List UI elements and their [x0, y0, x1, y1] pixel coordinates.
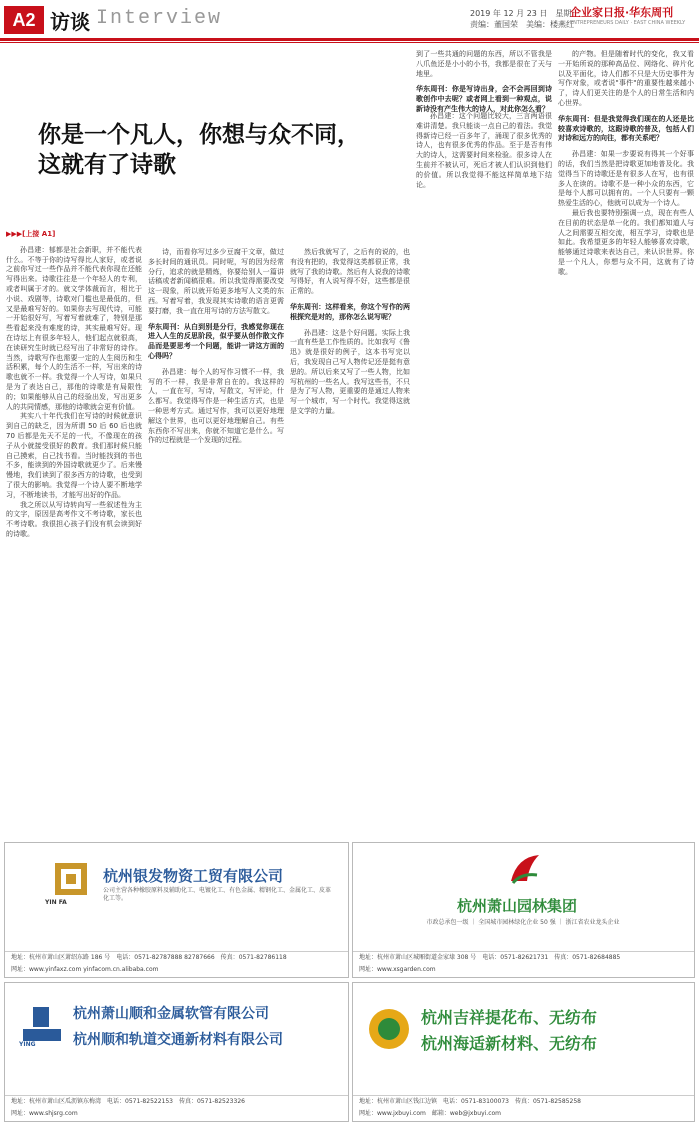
company-desc: 公司主营各种橡胶原料及辅助化工、电镀化工、有色金属、精钢化工、金属化工、皮革化工等。: [103, 887, 332, 902]
paragraph: 孙昌建：每个人的写作习惯不一样，我写的不一样，我是非常自在的。我这样的人，一直在写，写诗，写散文，写评论，什么都写。我觉得写作是一种生活方式，也是一种思考方式。通过写作，我可以更好地理解这个世界，也可以更好地理解自己。有些东西你不写出来，你就不知道它是什么。写作的过程就是一个发现的过程。: [148, 367, 284, 445]
company-website: 网址：www.xsgarden.com: [359, 966, 436, 973]
article-column-5: [558, 50, 694, 836]
title-line-2: 这就有了诗歌: [38, 151, 176, 178]
page-number-badge: A2: [4, 6, 44, 34]
ad-xiaoshan-garden: [352, 842, 695, 978]
company-name: 杭州银发物资工贸有限公司: [103, 867, 284, 885]
yinfa-logo-text: YIN FA: [45, 899, 67, 906]
paragraph: 孙昌建：如果一步要说有得其一个好事的话，我们当然是把诗歌更加地普及化。我觉得当下的诗歌还是有很多人在写，也有很多人在读的。诗歌不是一种小众的东西，它是每个人都可以拥有的。一个人只要有一颗热爱生活的心，他就可以成为一个诗人。: [558, 150, 694, 208]
article-column-1: [6, 230, 142, 836]
header-rule: [0, 38, 699, 41]
paragraph: 我之所以从写诗转向写一些叙述性为主的文字，原因是高考作文不考诗歌，家长也不考诗歌。我很担心孩子们没有机会读到好的诗歌。: [6, 500, 142, 538]
paragraph: 诗，而看你写过多少豆腐干文章，做过多长时间的通讯员。同时呢，写的因为经常分行，追求的就是精炼，你要给别人一篇讲话稿或者新闻稿很难。所以我觉得需要改变这一现象，所以就开始更多地写人文类的东西。写着写着，我发现其实诗歌的语言更需要打磨，我一直在用写诗的方法写散文。: [148, 248, 284, 315]
paragraph: 最后我也要特别强调一点，现在有些人在目前的状态是单一化的。我们都知道人与人之间需要互相交流，相互学习，诗歌也是如此。我希望更多的年轻人能够喜欢诗歌，能够通过诗歌来表达自己，来认识世界。你是一个凡人，你想与众不同，这就有了诗歌。: [558, 208, 694, 276]
section-title: 访谈: [50, 10, 90, 34]
question: 华东周刊：这样看来，你这个写作的两根探究是对的，那你怎么说写呢？: [290, 302, 410, 321]
company-address: 地址：杭州市萧山区瓜沥镇东梅湾 电话：0571-82522153 传真：0571-82523326: [5, 1095, 348, 1107]
editors: 责编：董国荣 美编：楼燕红: [470, 20, 574, 29]
question: 华东周刊：从白到别是分行，我感觉你现在进入人生的反思阶段，似乎要从创作散文作品而是要思考一个问题，能讲一讲这方面的心得吗？: [148, 322, 284, 360]
newspaper-brand: 企业家日报·华东周刊: [570, 6, 674, 19]
article-column-4-top: [416, 50, 552, 113]
issue-date: 2019 年 12 月 23 日 星期一: [470, 9, 580, 18]
company-address: 地址：杭州市萧山区萧绍东路 186 号 电话：0571-82787888 82787666 传真：0571-82786118: [5, 951, 348, 963]
company-website: 网址：www.jxbuyi.com 邮箱：web@jxbuyi.com: [359, 1110, 502, 1117]
company-desc: 市政总承包一级 ｜ 全国城市园林绿化企业 50 强 ｜ 浙江省农业龙头企业: [426, 919, 620, 926]
continued-tag: ▶▶▶[上接 A1]: [6, 230, 56, 238]
page-header: [0, 0, 699, 40]
paragraph: 孙昌建：这个问题比较大，三言两语很难讲清楚。我只能谈一点自己的看法。我觉得新诗已经一百多年了，涌现了很多优秀的诗人，也有很多优秀的作品。至于是否有伟大的诗人，这需要时间来检验。很多诗人在生前并不被认可，死后才被人们认识到他们的价值。所以我觉得不能这样简单地下结论。: [416, 112, 552, 189]
company-name-2: 杭州顺和轨道交通新材料有限公司: [73, 1032, 283, 1048]
company-address: 地址：杭州市萧山区钱江边镇 电话：0571-83100073 传真：0571-82585258: [353, 1095, 694, 1107]
article-column-4: [416, 112, 552, 836]
question: 华东周刊：但是我觉得我们现在的人还是比较喜欢诗歌的，这跟诗歌的普及，包括人们对诗和远方的向往，都有关系吧？: [558, 114, 694, 143]
ad-yinfa: [4, 842, 349, 978]
garden-logo: [507, 851, 543, 887]
company-name-1: 杭州萧山顺和金属软管有限公司: [73, 1006, 269, 1022]
article-title: [38, 120, 368, 180]
paragraph: 然后我就写了，之后有的说的，也有没有把的，我觉得这类都很正常，我就写了我的诗歌。然后有人说我的诗歌写得好，有人说写得不好，这些都是很正常的。: [290, 248, 410, 296]
company-name-2: 杭州海适新材料、无纺布: [421, 1034, 598, 1053]
article-column-3: [290, 248, 410, 836]
jixiang-logo: [367, 1007, 411, 1051]
column-text: 到了一些共通的问题的东西，所以不管我是八爪鱼还是小小的小书，我都是很在了天与地里。: [416, 50, 552, 78]
section-title-en: Interview: [96, 7, 223, 30]
ad-jixiang: [352, 982, 695, 1122]
company-address: 地址：杭州市萧山区城厢街道金家埭 308 号 电话：0571-82621731 传真：0571-82684885: [353, 951, 694, 963]
shunhe-logo-text: YING: [19, 1041, 36, 1048]
title-line-1: 你是一个凡人，你想与众不同，: [38, 121, 360, 148]
header-rule-thin: [0, 42, 699, 43]
company-website: 网址：www.yinfaxz.com yinfacom.cn.alibaba.com: [11, 966, 159, 973]
paragraph: 孙昌建：这是个好问题。实际上我一直有些是工作性质的。比如我写《鲁迅》就是很好的例子，这本书写完以后，我发现自己写人物传记还是挺有意思的。所以后来又写了一些人物，比如写杭州的一些名人。我写这些书，不只是为了写人物，更重要的是通过人物来写一个城市，写一个时代。我觉得这就是文学的力量。: [290, 328, 410, 415]
paragraph: 的产物。但是随着时代的变化，我又看一开始所说的那种高品位、网络化、碎片化以及平面化，诗人们都不只是大历史事件为写作对象，或者说"事件"的重要性越来越小了，诗人们更关注的是个人的日常生活和内心世界。: [558, 50, 694, 107]
company-name-1: 杭州吉祥提花布、无纺布: [421, 1008, 598, 1027]
newspaper-brand-en: ENTREPRENEURS DAILY · EAST CHINA WEEKLY: [570, 20, 686, 26]
issue-info: [470, 8, 579, 30]
company-name: 杭州萧山园林集团: [457, 897, 578, 915]
paragraph: 其实八十年代我们在写诗的时候就意识到自己的缺乏，因为所谓 50 后 60 后也就 70 后都是先天不足的一代，不像现在的孩子从小就接受很好的教育。我们那时候只能自己摸索，自己找书看。当时能找到的书也不多，能读到的外国诗歌就更少了。后来慢慢地，我们读到了很多西方的诗歌，也受到了很大的影响。我觉得一个诗人要不断地学习，不断地读书，才能写出好的作品。: [6, 412, 142, 499]
article-column-2: [148, 248, 284, 836]
company-website: 网址：www.shjsrg.com: [11, 1110, 78, 1117]
question: 华东周刊：你是写诗出身，会不会再回到诗歌创作中去呢？或者网上看到一种观点，说新诗没有产生伟大的诗人，对此你怎么看？: [416, 85, 552, 113]
paragraph: 孙昌建：郁都是社会新职，并不能代表什么。不等于你的诗写得比人家好，或者说之前你写过一些作品并不能代表你现在还能写得出来。诗歌往往是一个年轻人的专利，或者叫属于才的。就文学体裁而言，相比于小说、戏剧等，诗歌对门槛也是最低的，但又是最难写好的。如果你去写现代诗，可能一开始很好写，写着写着就难了，特别是那些看起来没有难度的诗，其实最难写好。现在诗坛上有很多年轻人，他们起点就很高，在读研究生时就已经写出了非常好的诗作。当然，诗歌写作也需要一定的人生阅历和生活积累，每个人的生活不一样，写出来的诗歌也就不一样。我觉得一个人写诗，如果只是为了表达自己，那他的诗歌是有局限性的；如果能够从自己的经验出发，写出更多人的共同情感，那他的诗歌就会更有价值。: [6, 245, 142, 411]
ad-shunhe: [4, 982, 349, 1122]
